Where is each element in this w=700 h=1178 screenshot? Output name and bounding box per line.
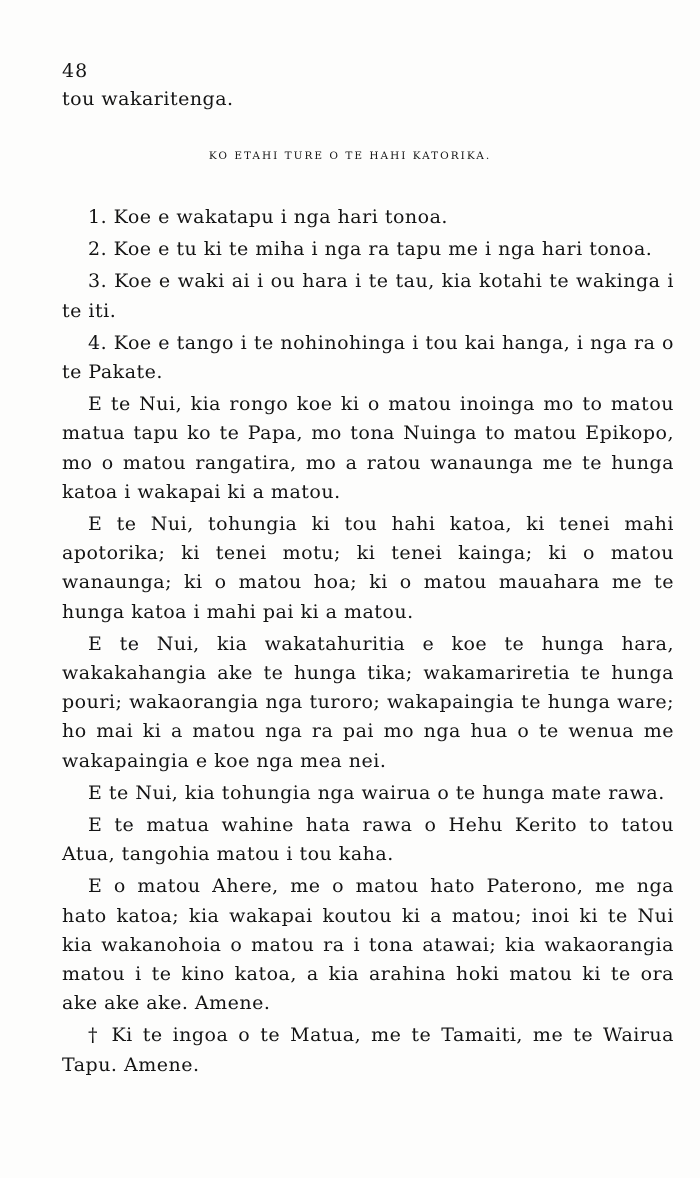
rule-4-paragraph: 4. Koe e tango i te nohinohinga i tou kai hanga, i nga ra o te Pakate. <box>62 331 674 384</box>
prayer-paragraph: E o matou Ahere, me o matou hato Paterono, me nga hato katoa; kia wakapai koutou ki a matou; inoi ki te Nui kia wakanohoia o matou ra i tona atawai; kia wakaorangia matou i te kino katoa, a kia arahina hoki matou ki te ora ake ake ake. Amene. <box>62 875 674 1015</box>
carry-over-line: tou wakaritenga. <box>62 88 234 110</box>
rule-2-paragraph: 2. Koe e tu ki te miha i nga ra tapu me i nga hari tonoa. <box>88 238 653 261</box>
rule-3-paragraph: 3. Koe e waki ai i ou hara i te tau, kia kotahi te wakinga i te iti. <box>62 270 674 322</box>
closing-paragraph: † Ki te ingoa o te Matua, me te Tamaiti, me te Wairua Tapu. Amene. <box>62 1024 674 1076</box>
page-number: 48 <box>62 60 89 82</box>
section-title: KO ETAHI TURE O TE HAHI KATORIKA. <box>208 150 492 162</box>
prayer-paragraph: E te Nui, tohungia ki tou hahi katoa, ki tenei mahi apotorika; ki tenei motu; ki tenei kainga; ki o matou wanaunga; ki o matou hoa; ki o matou mauahara me te hunga katoa i mahi pai ki a matou. <box>62 513 674 623</box>
body-text <box>62 203 674 1080</box>
prayer-paragraph: E te Nui, kia rongo koe ki o matou inoinga mo to matou matua tapu ko te Papa, mo tona Nuinga to matou Epikopo, mo o matou rangatira, mo a ratou wanaunga me te hunga katoa i wakapai ki a matou. <box>62 393 674 503</box>
rule-1-paragraph: 1. Koe e wakatapu i nga hari tonoa. <box>88 206 448 228</box>
prayer-paragraph: E te matua wahine hata rawa o Hehu Kerito to tatou Atua, tangohia matou i tou kaha. <box>62 814 674 866</box>
prayer-paragraph: E te Nui, kia wakatahuritia e koe te hunga hara, wakakahangia ake te hunga tika; wakamariretia te hunga pouri; wakaorangia nga turoro; wakapaingia te hunga ware; ho mai ki a matou nga ra pai mo nga hua o te wenua me wakapaingia e koe nga mea nei. <box>62 632 674 772</box>
prayer-paragraph: E te Nui, kia tohungia nga wairua o te hunga mate rawa. <box>88 781 665 804</box>
